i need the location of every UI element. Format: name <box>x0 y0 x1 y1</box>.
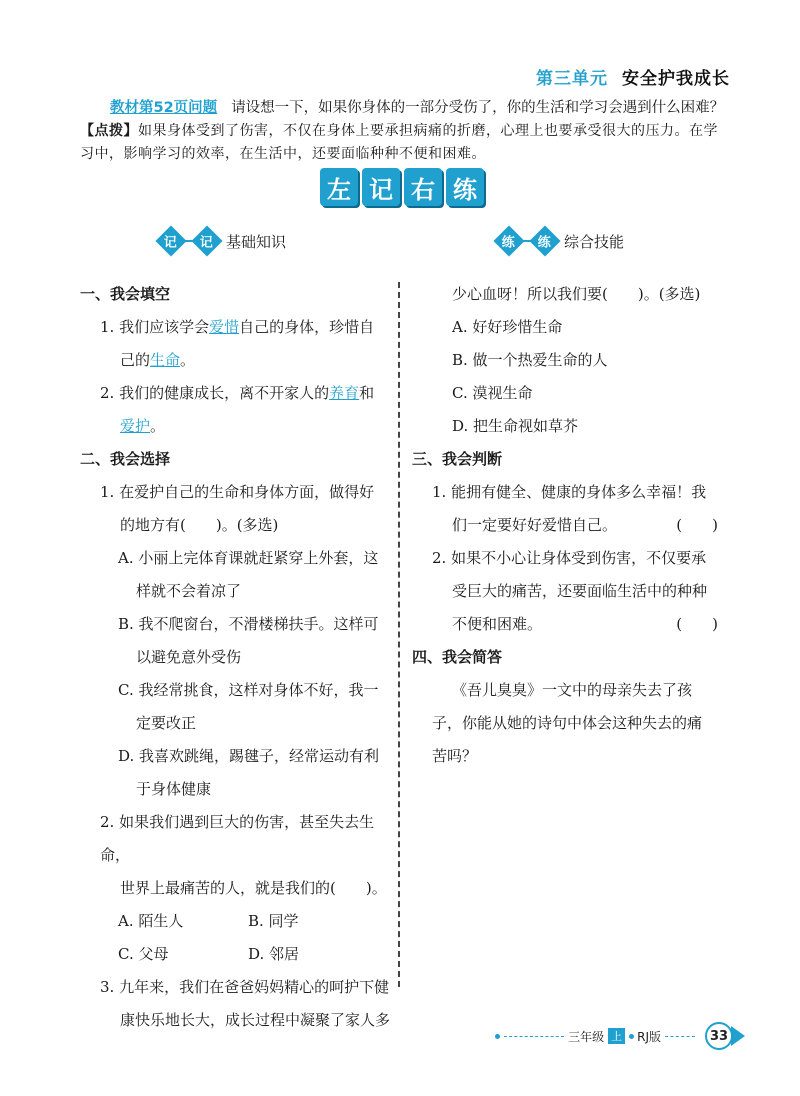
choice-question-2-cont: 世界上最痛苦的人，就是我们的( )。 <box>120 879 387 897</box>
page-number: 33 <box>705 1022 733 1050</box>
dot-icon <box>629 1034 634 1039</box>
option: C. 漠视生命 <box>452 384 533 402</box>
unit-name: 安全护我成长 <box>622 69 730 89</box>
badge-char: 练 <box>493 225 524 256</box>
option-cont: 于身体健康 <box>136 780 212 798</box>
unit-number: 第三单元 <box>536 69 608 89</box>
option: C. 父母 <box>118 945 169 963</box>
section-label: 综合技能 <box>564 232 625 251</box>
right-section-heading <box>498 230 624 252</box>
textbook-question <box>110 96 724 120</box>
section-label: 基础知识 <box>226 232 287 251</box>
dashed-line <box>504 1036 564 1037</box>
hint-tag: 【点拨】 <box>80 123 138 139</box>
option-cont: 样就不会着凉了 <box>136 582 242 600</box>
answer: 生命 <box>150 351 181 369</box>
page-footer <box>495 1022 745 1050</box>
choice-question-1: 1. 在爱护自己的生命和身体方面，做得好 <box>100 483 375 501</box>
answer: 爱护 <box>120 417 151 435</box>
judge-question-1-cont: 们一定要好好爱惜自己。 ( ) <box>412 509 732 542</box>
short-answer-question: 《吾儿臭臭》一文中的母亲失去了孩 <box>452 681 693 699</box>
option: D. 邻居 <box>248 945 300 963</box>
edition: RJ版 <box>637 1029 661 1044</box>
section-badge <box>498 230 558 252</box>
judge-question-1: 1. 能拥有健全、健康的身体多么幸福！我 <box>432 483 707 501</box>
arrow-right-icon <box>731 1026 745 1046</box>
judge-question-2: 2. 如果不小心让身体受到伤害，不仅要承 <box>432 549 707 567</box>
unit-header <box>536 64 730 89</box>
section-badge <box>160 230 220 252</box>
badge-char: 记 <box>191 225 222 256</box>
option: A. 小丽上完体育课就赶紧穿上外套，这 <box>118 549 379 567</box>
title-char: 左 <box>320 168 358 206</box>
dashed-line <box>665 1036 695 1037</box>
short-answer-question-cont: 子，你能从她的诗句中体会这种失去的痛 <box>432 714 703 732</box>
option-cont: 以避免意外受伤 <box>136 648 242 666</box>
left-section-heading <box>160 230 286 252</box>
title-char: 练 <box>446 168 484 206</box>
column-divider <box>398 282 400 987</box>
section-title: 二、我会选择 <box>80 450 171 468</box>
option: C. 我经常挑食，这样对身体不好，我一 <box>118 681 379 699</box>
option: A. 陌生人 <box>118 912 184 930</box>
option-cont: 定要改正 <box>136 714 197 732</box>
option-row <box>80 938 390 971</box>
term-badge: 上 <box>608 1028 625 1044</box>
dot-icon <box>495 1034 500 1039</box>
option: D. 把生命视如草芥 <box>452 417 579 435</box>
title-char: 右 <box>404 168 442 206</box>
option: D. 我喜欢跳绳，踢毽子，经常运动有利 <box>118 747 380 765</box>
fill-question-1: 1. 我们应该学会爱惜自己的身体，珍惜自 <box>100 318 375 336</box>
grade: 三年级 <box>568 1029 605 1044</box>
hint-text: 如果身体受到了伤害，不仅在身体上要承担病痛的折磨，心理上也要承受很大的压力。在学习中，影响学习的效率，在生活中，还要面临种种不便和困难。 <box>80 123 718 162</box>
fill-question-2: 2. 我们的健康成长，离不开家人的养育和 <box>100 384 375 402</box>
option: B. 我不爬窗台，不滑楼梯扶手。这样可 <box>118 615 379 633</box>
judge-question-2-cont: 受巨大的痛苦，还要面临生活中的种种 <box>452 582 708 600</box>
title-banner <box>320 168 484 206</box>
section-title: 一、我会填空 <box>80 285 171 303</box>
choice-question-3: 3. 九年来，我们在爸爸妈妈精心的呵护下健 <box>100 978 390 996</box>
hint-paragraph <box>80 120 730 166</box>
option-row <box>80 905 390 938</box>
choice-question-2: 2. 如果我们遇到巨大的伤害，甚至失去生命， <box>100 813 375 864</box>
fill-question-1-cont: 己的生命。 <box>120 351 196 369</box>
badge-char: 记 <box>155 225 186 256</box>
left-column <box>80 278 390 1037</box>
choice-question-1-cont: 的地方有( )。(多选) <box>120 516 279 534</box>
choice-question-3-cont: 康快乐地长大，成长过程中凝聚了家人多 <box>120 1011 391 1029</box>
question-ref: 教材第52页问题 <box>110 100 218 116</box>
short-answer-question-cont: 苦吗？ <box>432 747 478 765</box>
option: A. 好好珍惜生命 <box>452 318 563 336</box>
answer: 养育 <box>329 384 360 402</box>
option: B. 同学 <box>248 912 299 930</box>
fill-question-2-cont: 爱护。 <box>120 417 166 435</box>
badge-char: 练 <box>529 225 560 256</box>
choice-question-3-cont: 少心血呀！所以我们要( )。(多选) <box>452 285 701 303</box>
judge-question-2-cont: 不便和困难。 ( ) <box>412 608 732 641</box>
answer-paren: ( ) <box>676 615 718 633</box>
question-text: 请设想一下，如果你身体的一部分受伤了，你的生活和学习会遇到什么困难？ <box>231 100 725 116</box>
answer: 爱惜 <box>209 318 240 336</box>
section-title: 三、我会判断 <box>412 450 503 468</box>
answer-paren: ( ) <box>676 516 718 534</box>
option: B. 做一个热爱生命的人 <box>452 351 608 369</box>
right-column <box>412 278 732 773</box>
title-char: 记 <box>362 168 400 206</box>
section-title: 四、我会简答 <box>412 648 503 666</box>
